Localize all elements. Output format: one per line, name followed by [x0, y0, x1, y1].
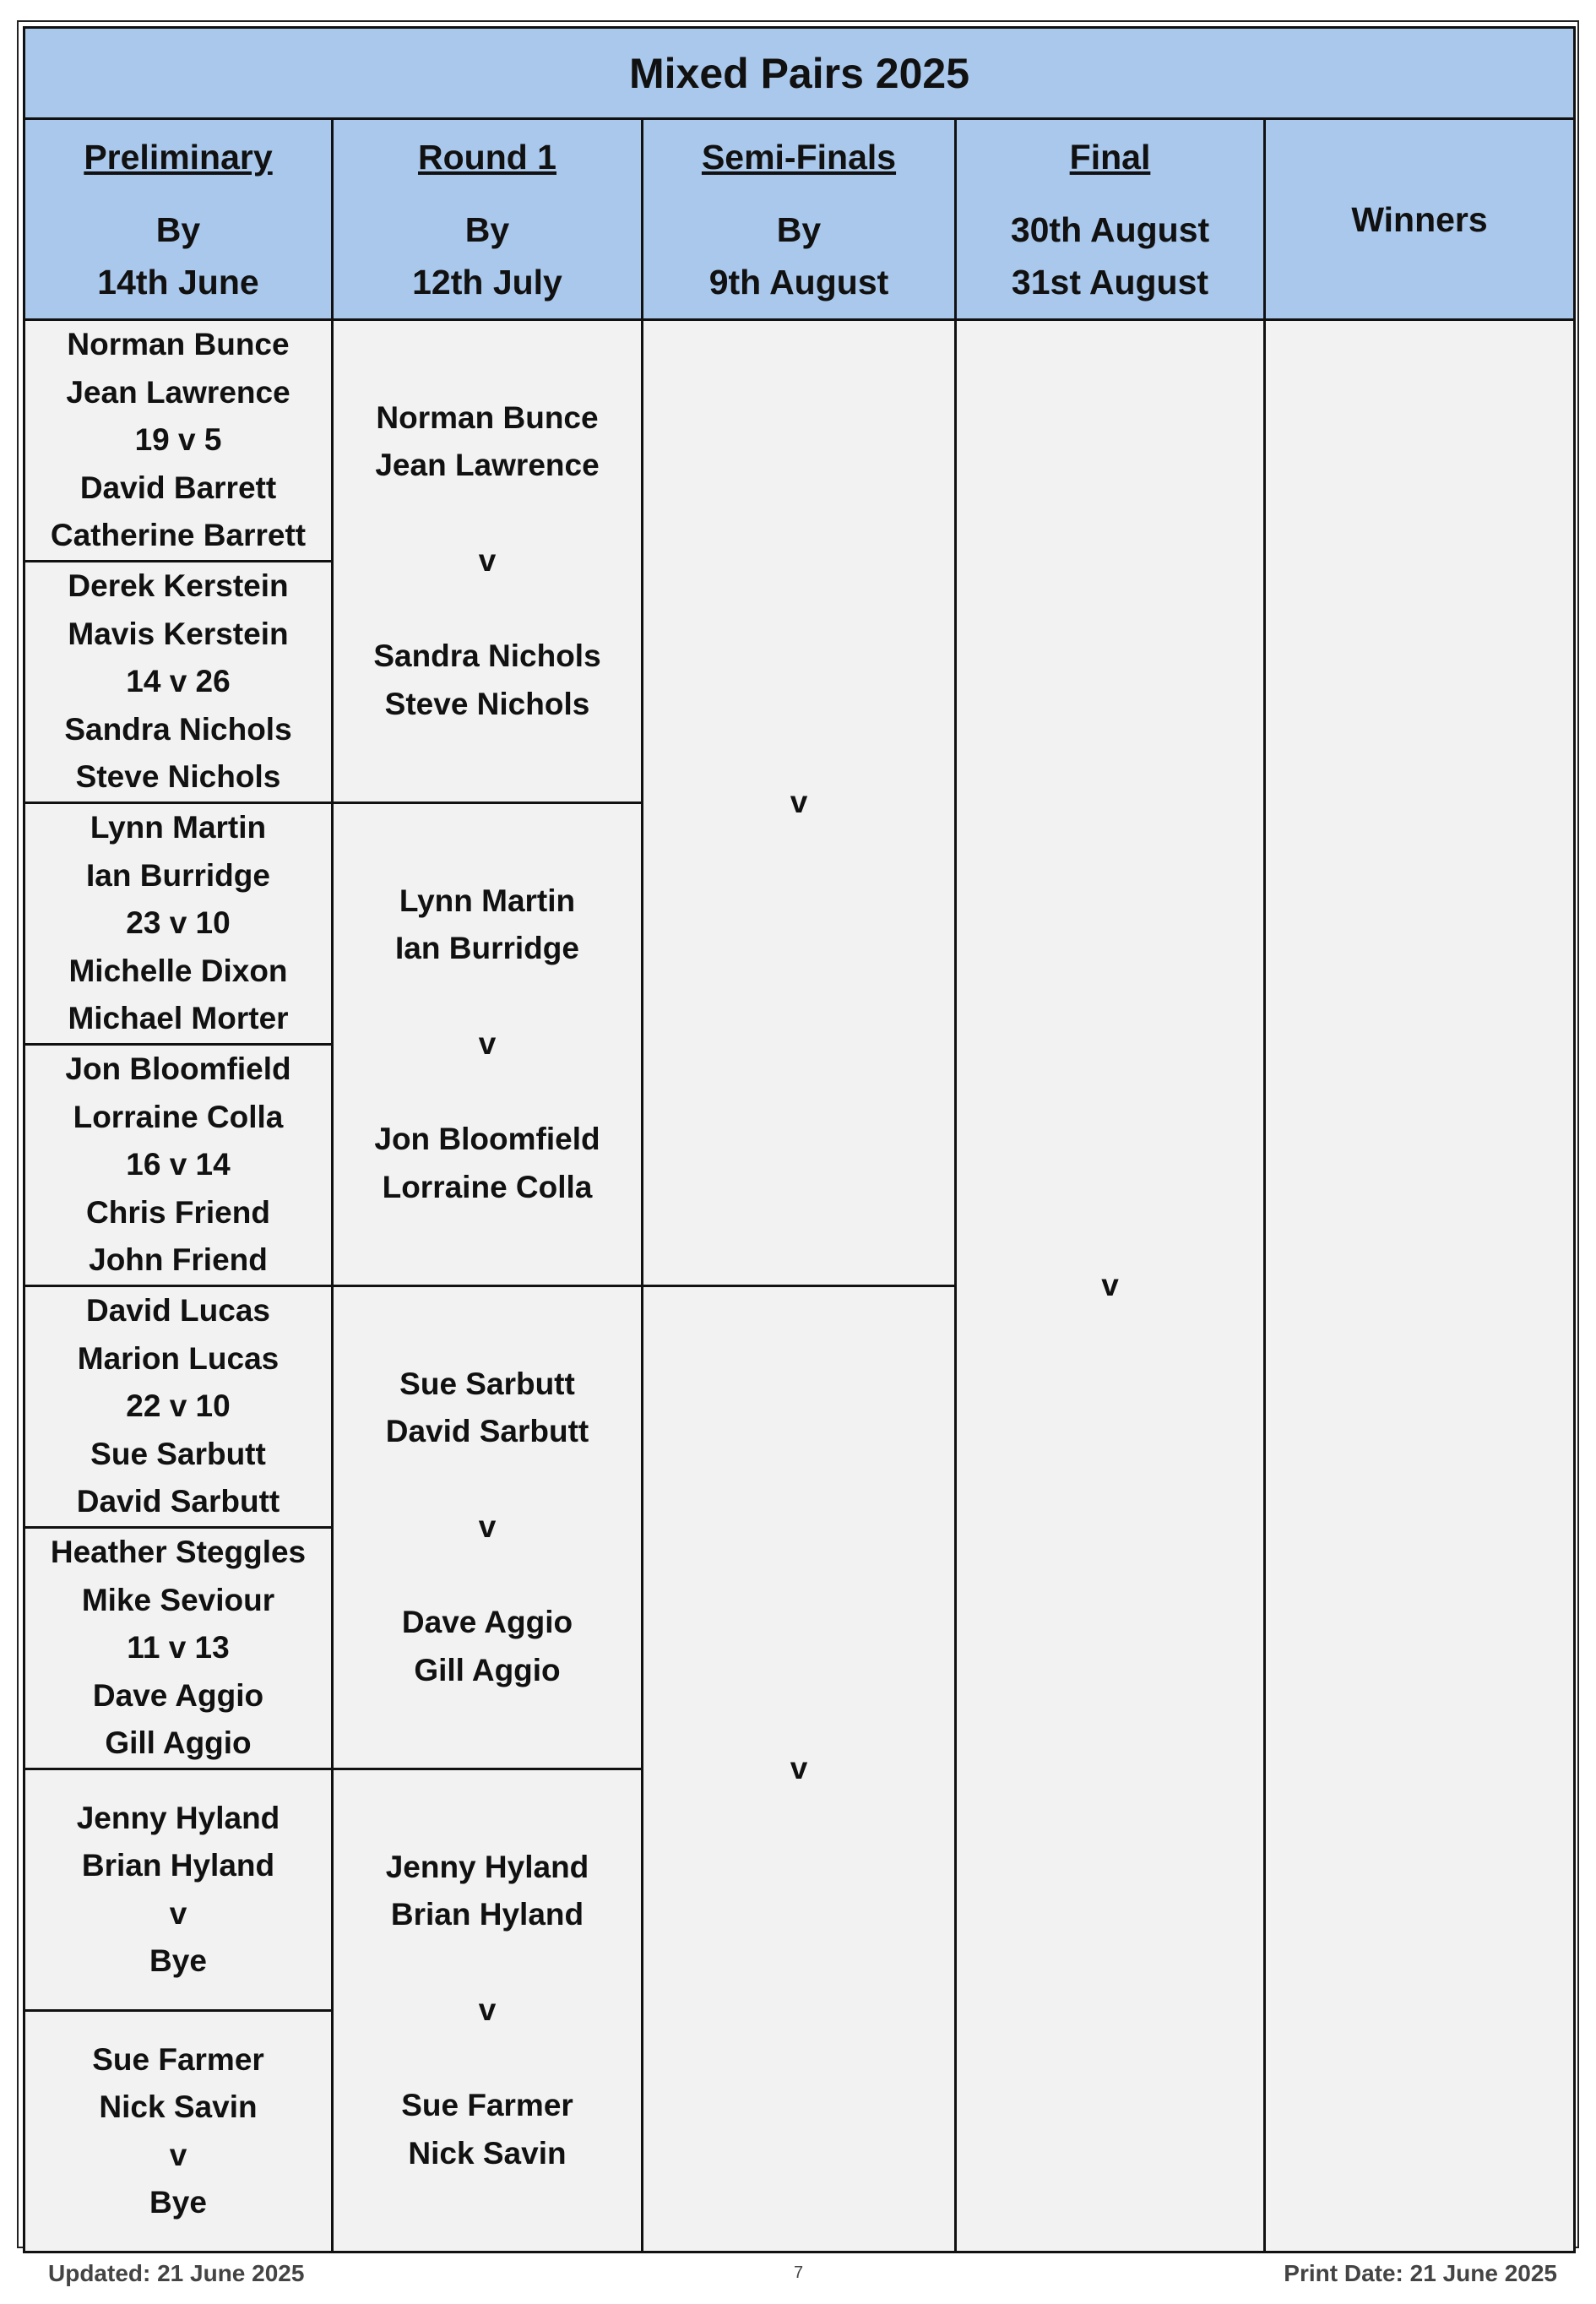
prelim-1-player-3: David Barrett: [79, 470, 277, 505]
header-semi-line1: By: [776, 209, 822, 249]
semi-final-1: [643, 320, 956, 1286]
prelim-3-player-1: Lynn Martin: [90, 810, 267, 845]
prelim-match-7: [24, 1769, 333, 2011]
final-match: [956, 320, 1265, 2252]
prelim-5-player-4: David Sarbutt: [76, 1484, 280, 1519]
prelim-6-player-2: Mike Seviour: [81, 1582, 275, 1617]
header-final-line2: 31st August: [1011, 262, 1209, 302]
prelim-3-player-2: Ian Burridge: [86, 857, 270, 893]
round1-4-team-a-2: Brian Hyland: [390, 1897, 584, 1932]
header-winners-name: Winners: [1351, 199, 1488, 239]
page-number: 7: [794, 2263, 804, 2282]
round1-match-1: [333, 320, 643, 803]
semi-2-versus: v: [790, 1751, 808, 1786]
header-winners: [1265, 119, 1575, 320]
header-semi-finals: [643, 119, 956, 320]
prelim-5-player-2: Marion Lucas: [77, 1340, 280, 1376]
round1-2-team-a-2: Ian Burridge: [395, 931, 579, 966]
semi-final-2: [643, 1286, 956, 2252]
round1-match-3: [333, 1286, 643, 1769]
prelim-4-score: 16 v 14: [126, 1147, 231, 1182]
header-final-line1: 30th August: [1010, 209, 1210, 249]
round1-1-team-b-1: Sandra Nichols: [373, 638, 601, 674]
round1-4-team-b-1: Sue Farmer: [401, 2088, 573, 2123]
semi-1-versus: v: [790, 785, 808, 820]
round1-2-team-a-1: Lynn Martin: [399, 883, 576, 918]
round1-3-team-a-1: Sue Sarbutt: [399, 1366, 575, 1401]
prelim-2-player-1: Derek Kerstein: [68, 568, 289, 604]
header-preliminary-line2: 14th June: [97, 262, 259, 302]
prelim-4-player-4: John Friend: [89, 1242, 268, 1278]
prelim-1-score: 19 v 5: [134, 422, 222, 458]
bracket-table: [23, 26, 1576, 2253]
round1-3-team-b-1: Dave Aggio: [401, 1605, 573, 1640]
prelim-3-player-4: Michael Morter: [68, 1001, 289, 1036]
prelim-match-3: [24, 803, 333, 1045]
prelim-8-player-1: Sue Farmer: [92, 2041, 264, 2077]
header-semi-line2: 9th August: [708, 262, 889, 302]
print-date: Print Date: 21 June 2025: [1284, 2260, 1557, 2286]
round1-match-2: [333, 803, 643, 1286]
prelim-2-score: 14 v 26: [126, 664, 231, 699]
prelim-match-4: [24, 1045, 333, 1286]
round1-3-team-b-2: Gill Aggio: [414, 1652, 561, 1687]
prelim-7-bye: Bye: [149, 1943, 207, 1978]
prelim-3-player-3: Michelle Dixon: [68, 953, 288, 988]
header-round1-name: Round 1: [418, 137, 556, 177]
prelim-6-player-1: Heather Steggles: [50, 1535, 307, 1570]
prelim-1-player-1: Norman Bunce: [67, 327, 290, 362]
round1-1-team-a-2: Jean Lawrence: [375, 448, 600, 483]
round1-2-team-b-1: Jon Bloomfield: [374, 1122, 600, 1157]
round1-3-versus: v: [478, 1509, 497, 1545]
round1-1-team-a-1: Norman Bunce: [376, 399, 599, 435]
header-final: [956, 119, 1265, 320]
prelim-match-6: [24, 1528, 333, 1769]
round1-2-team-b-2: Lorraine Colla: [382, 1169, 593, 1204]
prelim-5-player-1: David Lucas: [86, 1293, 270, 1329]
final-versus: v: [1101, 1268, 1119, 1303]
round1-match-4: [333, 1769, 643, 2252]
prelim-1-player-4: Catherine Barrett: [50, 518, 307, 553]
updated-date: Updated: 21 June 2025: [48, 2260, 305, 2286]
round1-4-versus: v: [478, 1992, 497, 2028]
winners-cell: [1265, 320, 1575, 2252]
header-round1: [333, 119, 643, 320]
prelim-match-2: [24, 562, 333, 803]
round1-4-team-b-2: Nick Savin: [408, 2135, 567, 2171]
round1-1-team-b-2: Steve Nichols: [384, 686, 590, 721]
prelim-7-player-1: Jenny Hyland: [76, 1800, 280, 1835]
header-round1-line2: 12th July: [412, 262, 562, 302]
header-preliminary-line1: By: [155, 209, 201, 249]
prelim-3-score: 23 v 10: [126, 905, 231, 941]
prelim-4-player-3: Chris Friend: [86, 1194, 270, 1230]
prelim-8-player-2: Nick Savin: [99, 2089, 258, 2124]
prelim-5-score: 22 v 10: [126, 1388, 231, 1424]
header-round1-line1: By: [464, 209, 510, 249]
prelim-8-versus: v: [169, 2137, 187, 2172]
prelim-2-player-2: Mavis Kerstein: [68, 616, 289, 651]
prelim-4-player-1: Jon Bloomfield: [65, 1051, 291, 1087]
prelim-7-versus: v: [169, 1895, 187, 1931]
page-title: Mixed Pairs 2025: [24, 28, 1575, 119]
round1-2-versus: v: [478, 1026, 497, 1062]
prelim-match-8: [24, 2011, 333, 2252]
prelim-match-5: [24, 1286, 333, 1528]
prelim-7-player-2: Brian Hyland: [81, 1848, 275, 1883]
header-preliminary: [24, 119, 333, 320]
header-preliminary-name: Preliminary: [84, 137, 273, 177]
round1-3-team-a-2: David Sarbutt: [385, 1414, 589, 1449]
prelim-8-bye: Bye: [149, 2185, 207, 2220]
round1-4-team-a-1: Jenny Hyland: [385, 1849, 589, 1884]
prelim-match-1: [24, 320, 333, 562]
header-final-name: Final: [1069, 137, 1151, 177]
round1-1-versus: v: [478, 543, 497, 579]
prelim-6-player-4: Gill Aggio: [105, 1725, 252, 1761]
prelim-5-player-3: Sue Sarbutt: [90, 1436, 266, 1471]
prelim-1-player-2: Jean Lawrence: [66, 374, 290, 410]
header-semi-name: Semi-Finals: [701, 137, 897, 177]
prelim-6-player-3: Dave Aggio: [92, 1677, 264, 1713]
prelim-6-score: 11 v 13: [127, 1630, 230, 1666]
prelim-4-player-2: Lorraine Colla: [73, 1099, 284, 1134]
prelim-2-player-4: Steve Nichols: [75, 759, 281, 795]
prelim-2-player-3: Sandra Nichols: [64, 711, 292, 747]
